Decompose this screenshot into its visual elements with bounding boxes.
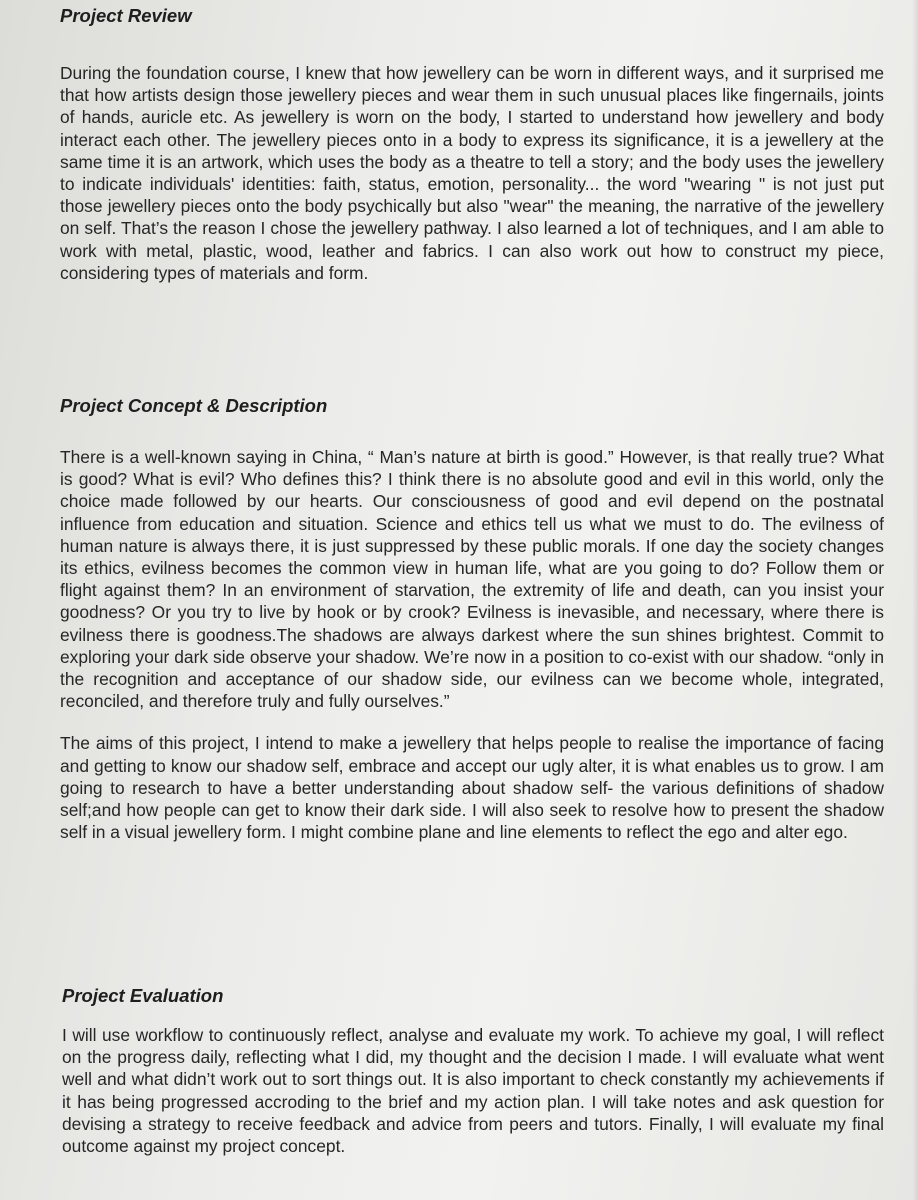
project-review-paragraph: During the foundation course, I knew that how jewellery can be worn in different ways, and it surprised me that how artists design those jewellery pieces and wear them in such unusual places like fingernails, joints of hands, auricle etc. As jewellery is worn on the body, I started to understand how jewellery and body interact each other. The jewellery pieces onto in a body to express its significance, it is a jewellery at the same time it is an artwork, which uses the body as a theatre to tell a story; and the body uses the jewellery to indicate individuals' identities: faith, status, emotion, personality... the word "wearing " is not just put those jewellery pieces onto the body psychically but also "wear" the meaning, the narrative of the jewellery on self. That’s the reason I chose the jewellery pathway. I also learned a lot of techniques, and I am able to work with metal, plastic, wood, leather and fabrics. I can also work out how to construct my piece, considering types of materials and form. [60, 63, 884, 283]
project-evaluation-section [62, 984, 884, 1157]
project-concept-paragraph-2: The aims of this project, I intend to make a jewellery that helps people to realise the importance of facing and getting to know our shadow self, embrace and accept our ugly alter, it is what enables us to grow. I am going to research to have a better understanding about shadow self- the various definitions of shadow self;and how people can get to know their dark side. I will also seek to resolve how to present the shadow self in a visual jewellery form. I might combine plane and line elements to reflect the ego and alter ego. [60, 733, 884, 843]
project-concept-paragraph-1: There is a well-known saying in China, “ Man’s nature at birth is good.” However, is that really true? What is good? What is evil? Who defines this? I think there is no absolute good and evil in this world, only the choice made followed by our hearts. Our consciousness of good and evil depend on the postnatal influence from education and situation. Science and ethics tell us what we must to do. The evilness of human nature is always there, it is just suppressed by these public morals. If one day the society changes its ethics, evilness becomes the common view in human life, what are you going to do? Follow them or flight against them? In an environment of starvation, the extremity of life and death, can you insist your goodness? Or you try to live by hook or by crook? Evilness is inevasible, and necessary, where there is evilness there is goodness.The shadows are always darkest where the sun shines brightest. Commit to exploring your dark side observe your shadow. We’re now in a position to co-exist with our shadow. “only in the recognition and acceptance of our shadow side, our evilness can we become whole, integrated, reconciled, and therefore truly and fully ourselves.” [60, 447, 884, 712]
project-review-heading: Project Review [60, 5, 192, 26]
project-concept-section [60, 394, 884, 843]
page-edge-shadow [912, 0, 918, 1200]
project-review-section [60, 4, 884, 284]
project-concept-heading: Project Concept & Description [60, 395, 328, 416]
project-evaluation-heading: Project Evaluation [62, 985, 224, 1006]
project-evaluation-paragraph: I will use workflow to continuously reflect, analyse and evaluate my work. To achieve my goal, I will reflect on the progress daily, reflecting what I did, my thought and the decision I made. I will evaluate what went well and what didn’t work out to sort things out. It is also important to check constantly my achievements if it has being progressed accroding to the brief and my action plan. I will take notes and ask question for devising a strategy to receive feedback and advice from peers and tutors. Finally, I will evaluate my final outcome against my project concept. [62, 1025, 884, 1157]
